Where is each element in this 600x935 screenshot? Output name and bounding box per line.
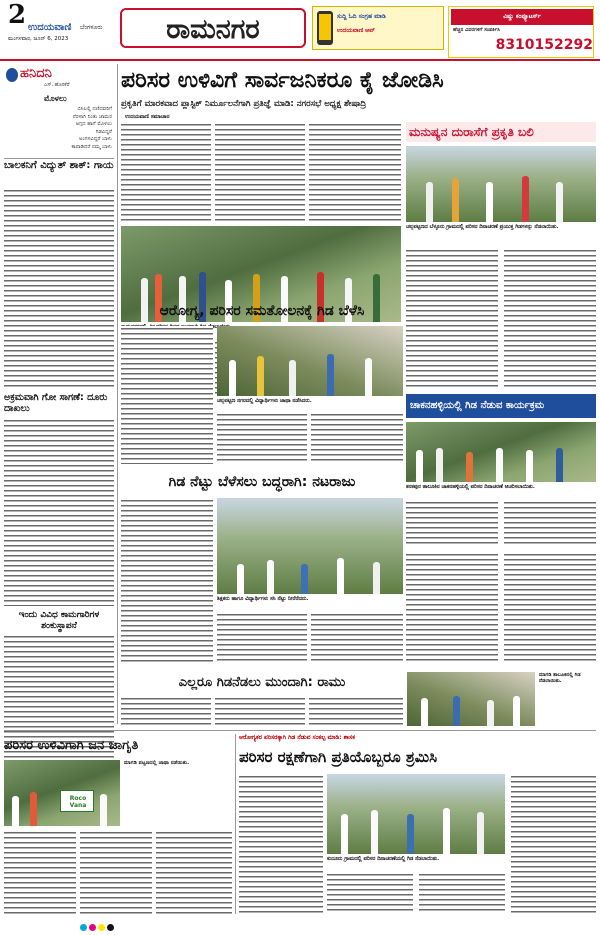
right2-col1 [406,500,498,544]
mid-story-headline: ಆರೋಗ್ಯ, ಪರಿಸರ ಸಮತೋಲನಕ್ಕೆ ಗಿಡ ಬೆಳೆಸಿ [159,303,365,319]
bottom-right-caption: ಕುದೂರು ಗ್ರಾಮದಲ್ಲಿ ಪರಿಸರ ದಿನಾಚರಣೆಯಲ್ಲಿ ಗಿಡ ನೆಡಲಾಯಿತು. [327,856,440,862]
right-story-2-photo [406,422,596,482]
poem-line: ಅಗ್ಗದ ಹಾಗೆ ಮೊಳಲು [75,121,112,127]
person-figure [556,448,563,482]
person-figure [327,354,334,396]
person-figure [373,562,380,594]
person-figure [257,356,264,396]
poem-line: ಕಾಪಾಡಿದರೆ ನಮ್ಮ ಬಾಳು [71,143,112,150]
ad2-top: ವಿಷ್ಣು ಕಂಪ್ಯೂಟರ್ಸ್ [451,9,593,25]
right2-col2 [504,500,596,544]
story5-col1 [121,696,211,726]
bottom-left-photo [4,760,120,826]
right3-col2 [504,552,596,664]
bottom-left-headline: ಪರಿಸರ ಉಳಿವಿಗಾಗಿ ಜನ ಜಾಗೃತಿ [4,738,139,753]
lead-col1 [121,122,211,222]
person-figure [466,452,473,482]
person-figure [267,560,274,594]
story4-col2 [217,612,307,662]
page-number: 2 [8,0,27,30]
masthead-rule [0,59,600,61]
lead-col3 [309,122,401,222]
person-figure [30,792,37,826]
section-title: ರಾಮನಗರ [120,8,306,48]
bottom-left-side-caption: ಮಾಗಡಿ ಪಟ್ಟಣದಲ್ಲಿ ಜಾಥಾ ನಡೆಯಿತು. [124,760,190,766]
banner-text: Roco Vana [69,795,87,809]
story-4 [121,470,403,666]
mid-col2 [217,412,307,464]
person-figure [522,176,529,222]
poem-line: ಅಂಗಳವಿದ್ದರೆ ಬಾಳು [79,136,112,142]
person-figure [496,448,503,482]
mid-story [121,300,403,468]
bl-col2 [80,830,152,914]
sidebar-rule [117,64,118,724]
person-figure [487,700,494,726]
story4-col3 [311,612,403,662]
right-story-2 [406,394,596,544]
story2-body [4,418,114,606]
ad2-mid: ಹೆಚ್ಚಿನ ವಿವರಗಳಿಗೆ ಸಂಪರ್ಕಿಸಿ [453,27,500,33]
br-col1 [239,774,323,914]
phone-icon [317,11,333,45]
edition: ಬೆಂಗಳೂರು [80,24,103,31]
right-story [406,122,596,392]
person-figure [229,360,236,396]
mid-story-caption: ಚನ್ನಪಟ್ಟಣ ನಗರದಲ್ಲಿ ವಿದ್ಯಾರ್ಥಿಗಳು ಜಾಥಾ ನಡೆಸಿದರು. [217,398,312,404]
person-figure [337,558,344,594]
story-5-photo [407,672,535,726]
right-col1 [406,248,498,388]
mid-story-photo [217,326,403,396]
story-4-photo [217,498,403,594]
drop-icon [6,68,18,82]
story-4-caption: ಶಿಕ್ಷಕರು ಹಾಗೂ ವಿದ್ಯಾರ್ಥಿಗಳು ಸಸಿ ನೆಟ್ಟು ನೀರೆರೆದರು. [217,596,309,602]
ad2-phone: 8310152292 [495,37,593,53]
mid-col3 [311,412,403,464]
masthead [0,0,600,58]
right-col2 [504,248,596,388]
story2-headline: ಅಕ್ರಮವಾಗಿ ಗೋ ಸಾಗಣೆ: ದೂರು ದಾಖಲು [4,392,108,414]
right-story-headline: ಮನುಷ್ಯನ ದುರಾಸೆಗೆ ಪ್ರಕೃತಿ ಬಲಿ [406,122,596,142]
lead-col2 [215,122,305,222]
lead-byline: ಉದಯವಾಣಿ ಸಮಾಚಾರ [125,114,170,120]
person-figure [301,564,308,594]
paper-name: ಉದಯವಾಣಿ [28,22,72,33]
story1-body [4,188,114,388]
person-figure [100,794,107,826]
story4-col1 [121,498,213,662]
person-figure [443,808,450,854]
right-story-photo [406,146,596,222]
banner [60,790,94,812]
person-figure [416,450,423,482]
person-figure [365,358,372,396]
bottom-right-headline: ಪರಿಸರ ರಕ್ಷಣೆಗಾಗಿ ಪ್ರತಿಯೊಬ್ಬರೂ ಶ್ರಮಿಸಿ [239,748,438,766]
advertisement-app[interactable] [312,6,444,50]
right-story-2-headline: ಚಾಕನಹಳ್ಳಿಯಲ್ಲಿ ಗಿಡ ನೆಡುವ ಕಾರ್ಯಕ್ರಮ [406,394,596,418]
story5-col2 [215,696,305,726]
person-figure [436,448,443,482]
story-5-side-caption: ಮಾಗಡಿ ತಾಲೂಕಿನಲ್ಲಿ ಗಿಡ ನೆಡಲಾಯಿತು. [539,672,581,685]
right-col-continued [406,548,596,666]
person-figure [526,450,533,482]
person-figure [453,696,460,726]
right-story-2-caption: ಕನಕಪುರ ತಾಲೂಕಿನ ಚಾಕನಹಳ್ಳಿಯಲ್ಲಿ ಪರಿಸರ ದಿನಾಚರಣೆ ಆಚರಿಸಲಾಯಿತು. [406,484,535,490]
advertisement-computers[interactable] [448,6,594,58]
person-figure [486,182,493,222]
divider [4,158,114,159]
person-figure [426,182,433,222]
bottom-rule [4,730,596,731]
poem-line: ನೆರಳಾಗಿ ನಿಂತು ಚಾಮರ [72,113,112,120]
bottom-right-story [239,734,596,914]
poem [10,106,112,151]
person-figure [237,564,244,594]
person-figure [421,698,428,726]
person-figure [513,696,520,726]
br-col2 [327,872,413,914]
date: ಮಂಗಳವಾರ, ಜೂನ್ 6, 2023 [8,36,69,42]
person-figure [12,796,19,826]
sidebar [4,64,114,724]
person-figure [341,814,348,854]
registration-marks [80,916,600,926]
person-figure [556,182,563,222]
bottom-right-kicker: ಆರೋಗ್ಯಕರ ಪರಿಸರಕ್ಕಾಗಿ ಗಿಡ ನೆಡುವ ಸಂಕಲ್ಪ ಮಾಡಿ: ಶಾಸಕ [239,734,355,741]
lead-headline: ಪರಿಸರ ಉಳಿವಿಗೆ ಸಾರ್ವಜನಿಕರೂ ಕೈ ಜೋಡಿಸಿ [121,68,444,93]
story-4-headline: ಗಿಡ ನೆಟ್ಟು ಬೆಳೆಸಲು ಬದ್ಧರಾಗಿ: ನಟರಾಜು [168,474,356,490]
right-story-caption: ಚನ್ನಪಟ್ಟಣದ ಬೆಳ್ಳೂರು ಗ್ರಾಮದಲ್ಲಿ ಪರಿಸರ ದಿನಾಚರಣೆ ಪ್ರಯುಕ್ತ ಗಿಡಗಳನ್ನು ನೆಡಲಾಯಿತು. [406,224,559,230]
story-5 [121,672,596,728]
column-name: ಹನಿದನಿ [20,66,52,81]
person-figure [477,812,484,854]
story-5-headline: ಎಲ್ಲರೂ ಗಿಡನೆಡಲು ಮುಂದಾಗಿ: ರಾಮು [178,675,346,690]
poem-title: ಮೊಳಲು [44,94,67,103]
poem-line: ಗಿಡವಿದ್ದರೆ [95,128,112,135]
person-figure [452,178,459,222]
person-figure [371,810,378,854]
bottom-divider [235,734,236,914]
person-figure [407,814,414,854]
story1-headline: ಬಾಲಕನಿಗೆ ವಿದ್ಯುತ್ ಶಾಕ್: ಗಾಯ [4,160,114,171]
poem-line: ಬಿಸಿಲಲ್ಲಿ ದಣಿದವರಿಗೆ [77,106,112,112]
column-author: ಎಸ್. ಹೊನಕೆರೆ [44,82,70,88]
bl-col3 [156,830,232,914]
story3-headline: ಇಂದು ವಿವಿಧ ಕಾಮಗಾರಿಗಳ ಶಂಕುಸ್ಥಾಪನೆ [18,610,100,631]
lead-subhead: ಪ್ರಕೃತಿಗೆ ಮಾರಕವಾದ ಪ್ಲಾಸ್ಟಿಕ್ ನಿರ್ಮೂಲನೆಗಾಗಿ ಪ್ರತಿಜ್ಞೆ ಮಾಡಿ: ನಗರಸಭೆ ಅಧ್ಯಕ್ಷ ಶೇಷಾದ್ರಿ [121,99,367,109]
mid-col1 [121,326,213,464]
br-col4 [511,774,596,914]
br-col3 [419,872,505,914]
bottom-left-story [4,734,232,914]
right3-col1 [406,552,498,664]
person-figure [289,360,296,396]
column-logo [4,64,114,90]
ad1-text: ಸುದ್ದಿ ಓದಿ ಸಂಗ್ರಹ ಮಾಡಿ [337,13,386,20]
ad1-sub: ಉದಯವಾಣಿ ಆಪ್ [337,27,375,34]
story5-col3 [309,696,403,726]
bl-col1 [4,830,76,914]
bottom-right-photo [327,774,505,854]
